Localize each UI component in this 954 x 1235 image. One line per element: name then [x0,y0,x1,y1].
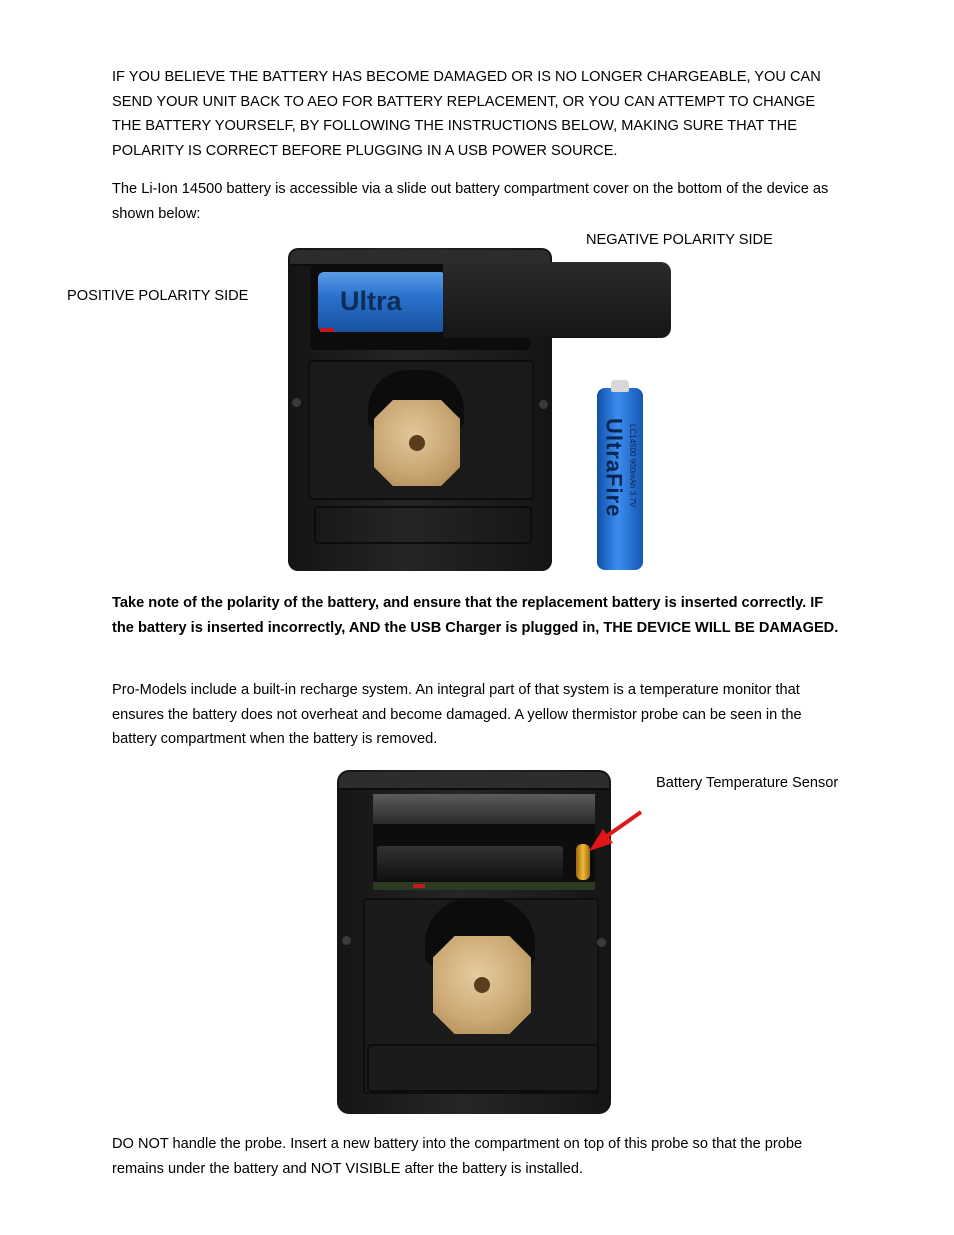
circuit-board-edge [373,882,595,890]
bottom-slot [314,506,532,544]
bottom-slot-2 [367,1044,599,1092]
thermistor-probe [576,844,590,880]
empty-compartment-photo [337,770,611,1114]
red-wire [320,328,334,332]
brass-tripod-mount-2 [433,936,531,1034]
temperature-sensor-label: Battery Temperature Sensor [656,775,839,791]
loose-battery [597,388,643,570]
negative-polarity-label: NEGATIVE POLARITY SIDE [586,232,773,248]
polarity-warning: Take note of the polarity of the battery, and ensure that the replacement battery is inserted correctly. IF the battery is inserted incorrectly, AND the USB Charger is plugged in, THE DEVICE WILL BE DAMAGED. [112,595,839,636]
side-screw-left [292,398,301,407]
device-body-2 [337,770,611,1114]
loose-battery-spec: LC14500 900mAh 3.7V [628,424,637,508]
battery-positive-cap [611,380,629,392]
installed-battery [318,272,443,332]
battery-access-paragraph: The Li-Ion 14500 battery is accessible via a slide out battery compartment cover on the bottom of the device as shown below: [112,181,829,222]
recharge-system-paragraph: Pro-Models include a built-in recharge system. An integral part of that system is a temperature monitor that ensures the battery does not overheat and become damaged. A yellow thermistor probe can be seen in the battery compartment when the battery is removed. [112,682,802,747]
side-screw-right-2 [597,938,606,947]
battery-cradle [377,846,563,880]
compartment-rim [373,794,595,824]
intro-paragraph: IF YOU BELIEVE THE BATTERY HAS BECOME DAMAGED OR IS NO LONGER CHARGEABLE, YOU CAN SEND YOUR UNIT BACK TO AEO FOR BATTERY REPLACEMENT, OR YOU CAN ATTEMPT TO CHANGE THE BATTERY YOURSELF, BY FOLLOWING THE INSTRUCTIONS BELOW, MAKING SURE THAT THE POLARITY IS CORRECT BEFORE PLUGGING IN A USB POWER SOURCE. [112,69,821,159]
tripod-hole [409,435,425,451]
slide-out-cover [443,262,671,338]
installed-battery-brand: Ultra [340,286,402,316]
positive-polarity-label: POSITIVE POLARITY SIDE [67,288,249,304]
side-screw-right [539,400,548,409]
device-battery-out-photo [288,248,674,573]
side-screw-left-2 [342,936,351,945]
empty-battery-compartment [373,794,595,890]
red-wire-2 [413,884,425,888]
tripod-hole-2 [474,977,490,993]
probe-handling-paragraph: DO NOT handle the probe. Insert a new battery into the compartment on top of this probe so that the probe remains under the battery and NOT VISIBLE after the battery is installed. [112,1136,803,1177]
device-top-band-2 [339,772,609,790]
loose-battery-brand: UltraFire [601,418,627,518]
brass-tripod-mount [374,400,460,486]
